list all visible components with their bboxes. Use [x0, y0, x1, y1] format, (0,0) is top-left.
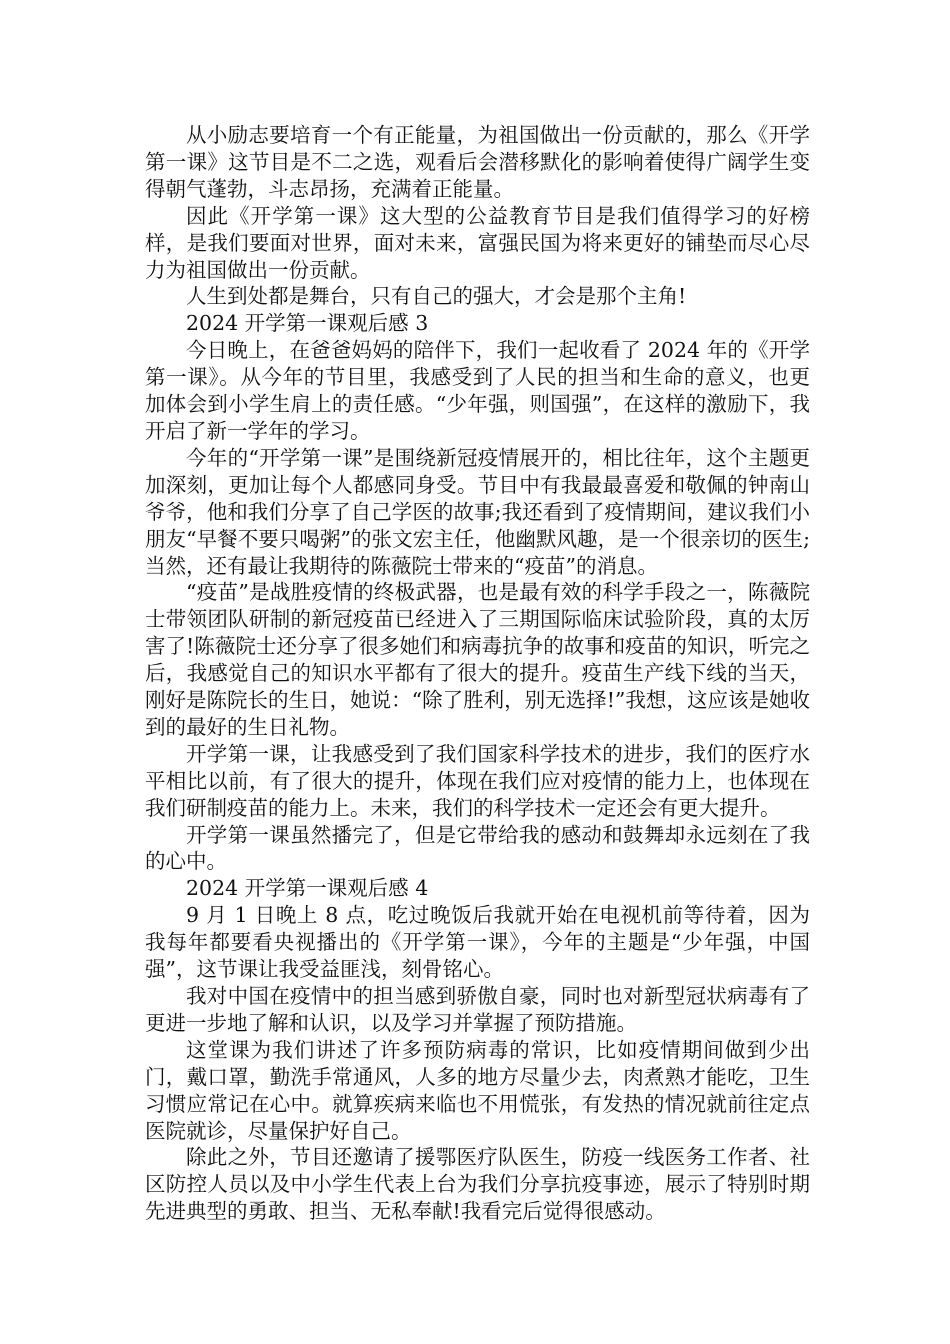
paragraph: 9 月 1 日晚上 8 点，吃过晚饭后我就开始在电视机前等待着，因为我每年都要看央视播出的《开学第一课》，今年的主题是“少年强，中国强”，这节课让我受益匪浅，刻骨铭心。 — [145, 903, 810, 982]
paragraph: 这堂课为我们讲述了许多预防病毒的常识，比如疫情期间做到少出门，戴口罩，勤洗手常通风，人多的地方尽量少去，肉煮熟才能吃，卫生习惯应常记在心中。就算疾病来临也不用慌张，有发热的情况就前往定点医院就诊，尽量保护好自己。 — [145, 1037, 810, 1143]
paragraph: 开学第一课虽然播完了，但是它带给我的感动和鼓舞却永远刻在了我的心中。 — [145, 822, 810, 874]
paragraph: 因此《开学第一课》这大型的公益教育节目是我们值得学习的好榜样，是我们要面对世界，面对未来，富强民国为将来更好的铺垫而尽心尽力为祖国做出一份贡献。 — [145, 203, 810, 282]
paragraph: “疫苗”是战胜疫情的终极武器，也是最有效的科学手段之一，陈薇院士带领团队研制的新冠疫苗已经进入了三期国际临床试验阶段，真的太厉害了!陈薇院士还分享了很多她们和病毒抗争的故事和疫苗的知识，听完之后，我感觉自己的知识水平都有了很大的提升。疫苗生产线下线的当天，刚好是陈院长的生日，她说：“除了胜利，别无选择!”我想，这应该是她收到的最好的生日礼物。 — [145, 580, 810, 739]
paragraph: 开学第一课，让我感受到了我们国家科学技术的进步，我们的医疗水平相比以前，有了很大的提升，体现在我们应对疫情的能力上，也体现在我们研制疫苗的能力上。未来，我们的科学技术一定还会有更大提升。 — [145, 741, 810, 820]
paragraph: 今年的“开学第一课”是围绕新冠疫情展开的，相比往年，这个主题更加深刻，更加让每个人都感同身受。节目中有我最最喜爱和敬佩的钟南山爷爷，他和我们分享了自己学医的故事;我还看到了疫情期间，建议我们小朋友“早餐不要只喝粥”的张文宏主任，他幽默风趣，是一个很亲切的医生;当然，还有最让我期待的陈薇院士带来的“疫苗”的消息。 — [145, 445, 810, 578]
document-page — [145, 122, 810, 1225]
paragraph: 今日晚上，在爸爸妈妈的陪伴下，我们一起收看了 2024 年的《开学第一课》。从今年的节目里，我感受到了人民的担当和生命的意义，也更加体会到小学生肩上的责任感。“少年强，则国强”，在这样的激励下，我开启了新一学年的学习。 — [145, 338, 810, 443]
section-heading: 2024 开学第一课观后感 4 — [186, 876, 429, 901]
paragraph: 从小励志要培育一个有正能量，为祖国做出一份贡献的，那么《开学第一课》这节目是不二之选，观看后会潜移默化的影响着使得广阔学生变得朝气蓬勃，斗志昂扬，充满着正能量。 — [145, 123, 810, 201]
paragraph: 人生到处都是舞台，只有自己的强大，才会是那个主角! — [186, 284, 687, 309]
paragraph: 除此之外，节目还邀请了援鄂医疗队医生，防疫一线医务工作者、社区防控人员以及中小学生代表上台为我们分享抗疫事迹，展示了特别时期先进典型的勇敢、担当、无私奉献!我看完后觉得很感动。 — [145, 1145, 810, 1224]
section-heading: 2024 开学第一课观后感 3 — [186, 311, 429, 336]
paragraph: 我对中国在疫情中的担当感到骄傲自豪，同时也对新型冠状病毒有了更进一步地了解和认识，以及学习并掌握了预防措施。 — [145, 984, 810, 1035]
